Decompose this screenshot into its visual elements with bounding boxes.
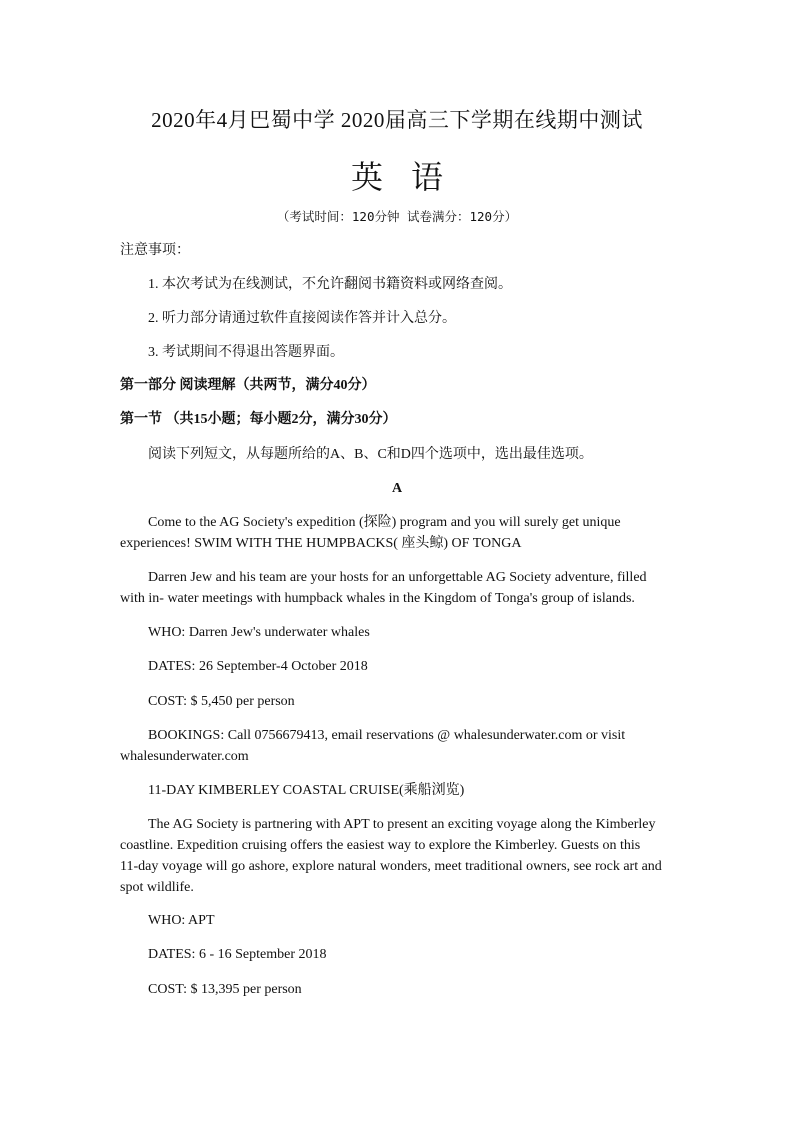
passage-paragraph-2-line-3: 11-day voyage will go ashore, explore natural wonders, meet traditional owners, see rock art and bbox=[120, 859, 662, 874]
tonga-bookings-line-1: BOOKINGS: Call 0756679413, email reservations @ whalesunderwater.com or visit bbox=[148, 728, 626, 743]
cruise-title: 11-DAY KIMBERLEY COASTAL CRUISE(乘船浏览) bbox=[148, 783, 465, 798]
notice-item-1: 1. 本次考试为在线测试，不允许翻阅书籍资料或网络查阅。 bbox=[148, 277, 512, 292]
tonga-dates: DATES: 26 September-4 October 2018 bbox=[148, 659, 368, 674]
exam-info: （考试时间：120分钟 试卷满分：120分） bbox=[276, 209, 518, 224]
tonga-cost: COST: $ 5,450 per person bbox=[148, 694, 295, 709]
notice-heading: 注意事项： bbox=[120, 243, 190, 258]
cruise-who: WHO: APT bbox=[148, 913, 215, 928]
subject-title: 英语 bbox=[350, 159, 471, 195]
passage-paragraph-1-line-1: Darren Jew and his team are your hosts for an unforgettable AG Society adventure, filled bbox=[148, 570, 647, 585]
passage-paragraph-2-line-2: coastline. Expedition cruising offers the easiest way to explore the Kimberley. Guests on this bbox=[120, 838, 641, 853]
tonga-bookings-line-2: whalesunderwater.com bbox=[120, 749, 249, 764]
exam-title: 2020年4月巴蜀中学 2020届高三下学期在线期中测试 bbox=[151, 108, 643, 132]
notice-item-2: 2. 听力部分请通过软件直接阅读作答并计入总分。 bbox=[148, 311, 456, 326]
reading-instruction: 阅读下列短文，从每题所给的A、B、C和D四个选项中，选出最佳选项。 bbox=[148, 447, 593, 462]
passage-paragraph-2-line-4: spot wildlife. bbox=[120, 880, 194, 895]
part1-title: 第一部分 阅读理解（共两节，满分40分） bbox=[120, 378, 376, 393]
cruise-cost: COST: $ 13,395 per person bbox=[148, 982, 302, 997]
passage-paragraph-2-line-1: The AG Society is partnering with APT to present an exciting voyage along the Kimberley bbox=[148, 817, 656, 832]
tonga-who: WHO: Darren Jew's underwater whales bbox=[148, 625, 370, 640]
cruise-dates: DATES: 6 - 16 September 2018 bbox=[148, 947, 327, 962]
section1-title: 第一节 （共15小题；每小题2分，满分30分） bbox=[120, 412, 397, 427]
passage-intro-line-1: Come to the AG Society's expedition (探险) program and you will surely get unique bbox=[148, 515, 621, 530]
passage-paragraph-1-line-2: with in- water meetings with humpback whales in the Kingdom of Tonga's group of islands. bbox=[120, 591, 635, 606]
passage-label: A bbox=[391, 481, 403, 496]
passage-intro-line-2: experiences! SWIM WITH THE HUMPBACKS( 座头鲸) OF TONGA bbox=[120, 536, 522, 551]
notice-item-3: 3. 考试期间不得退出答题界面。 bbox=[148, 345, 344, 360]
